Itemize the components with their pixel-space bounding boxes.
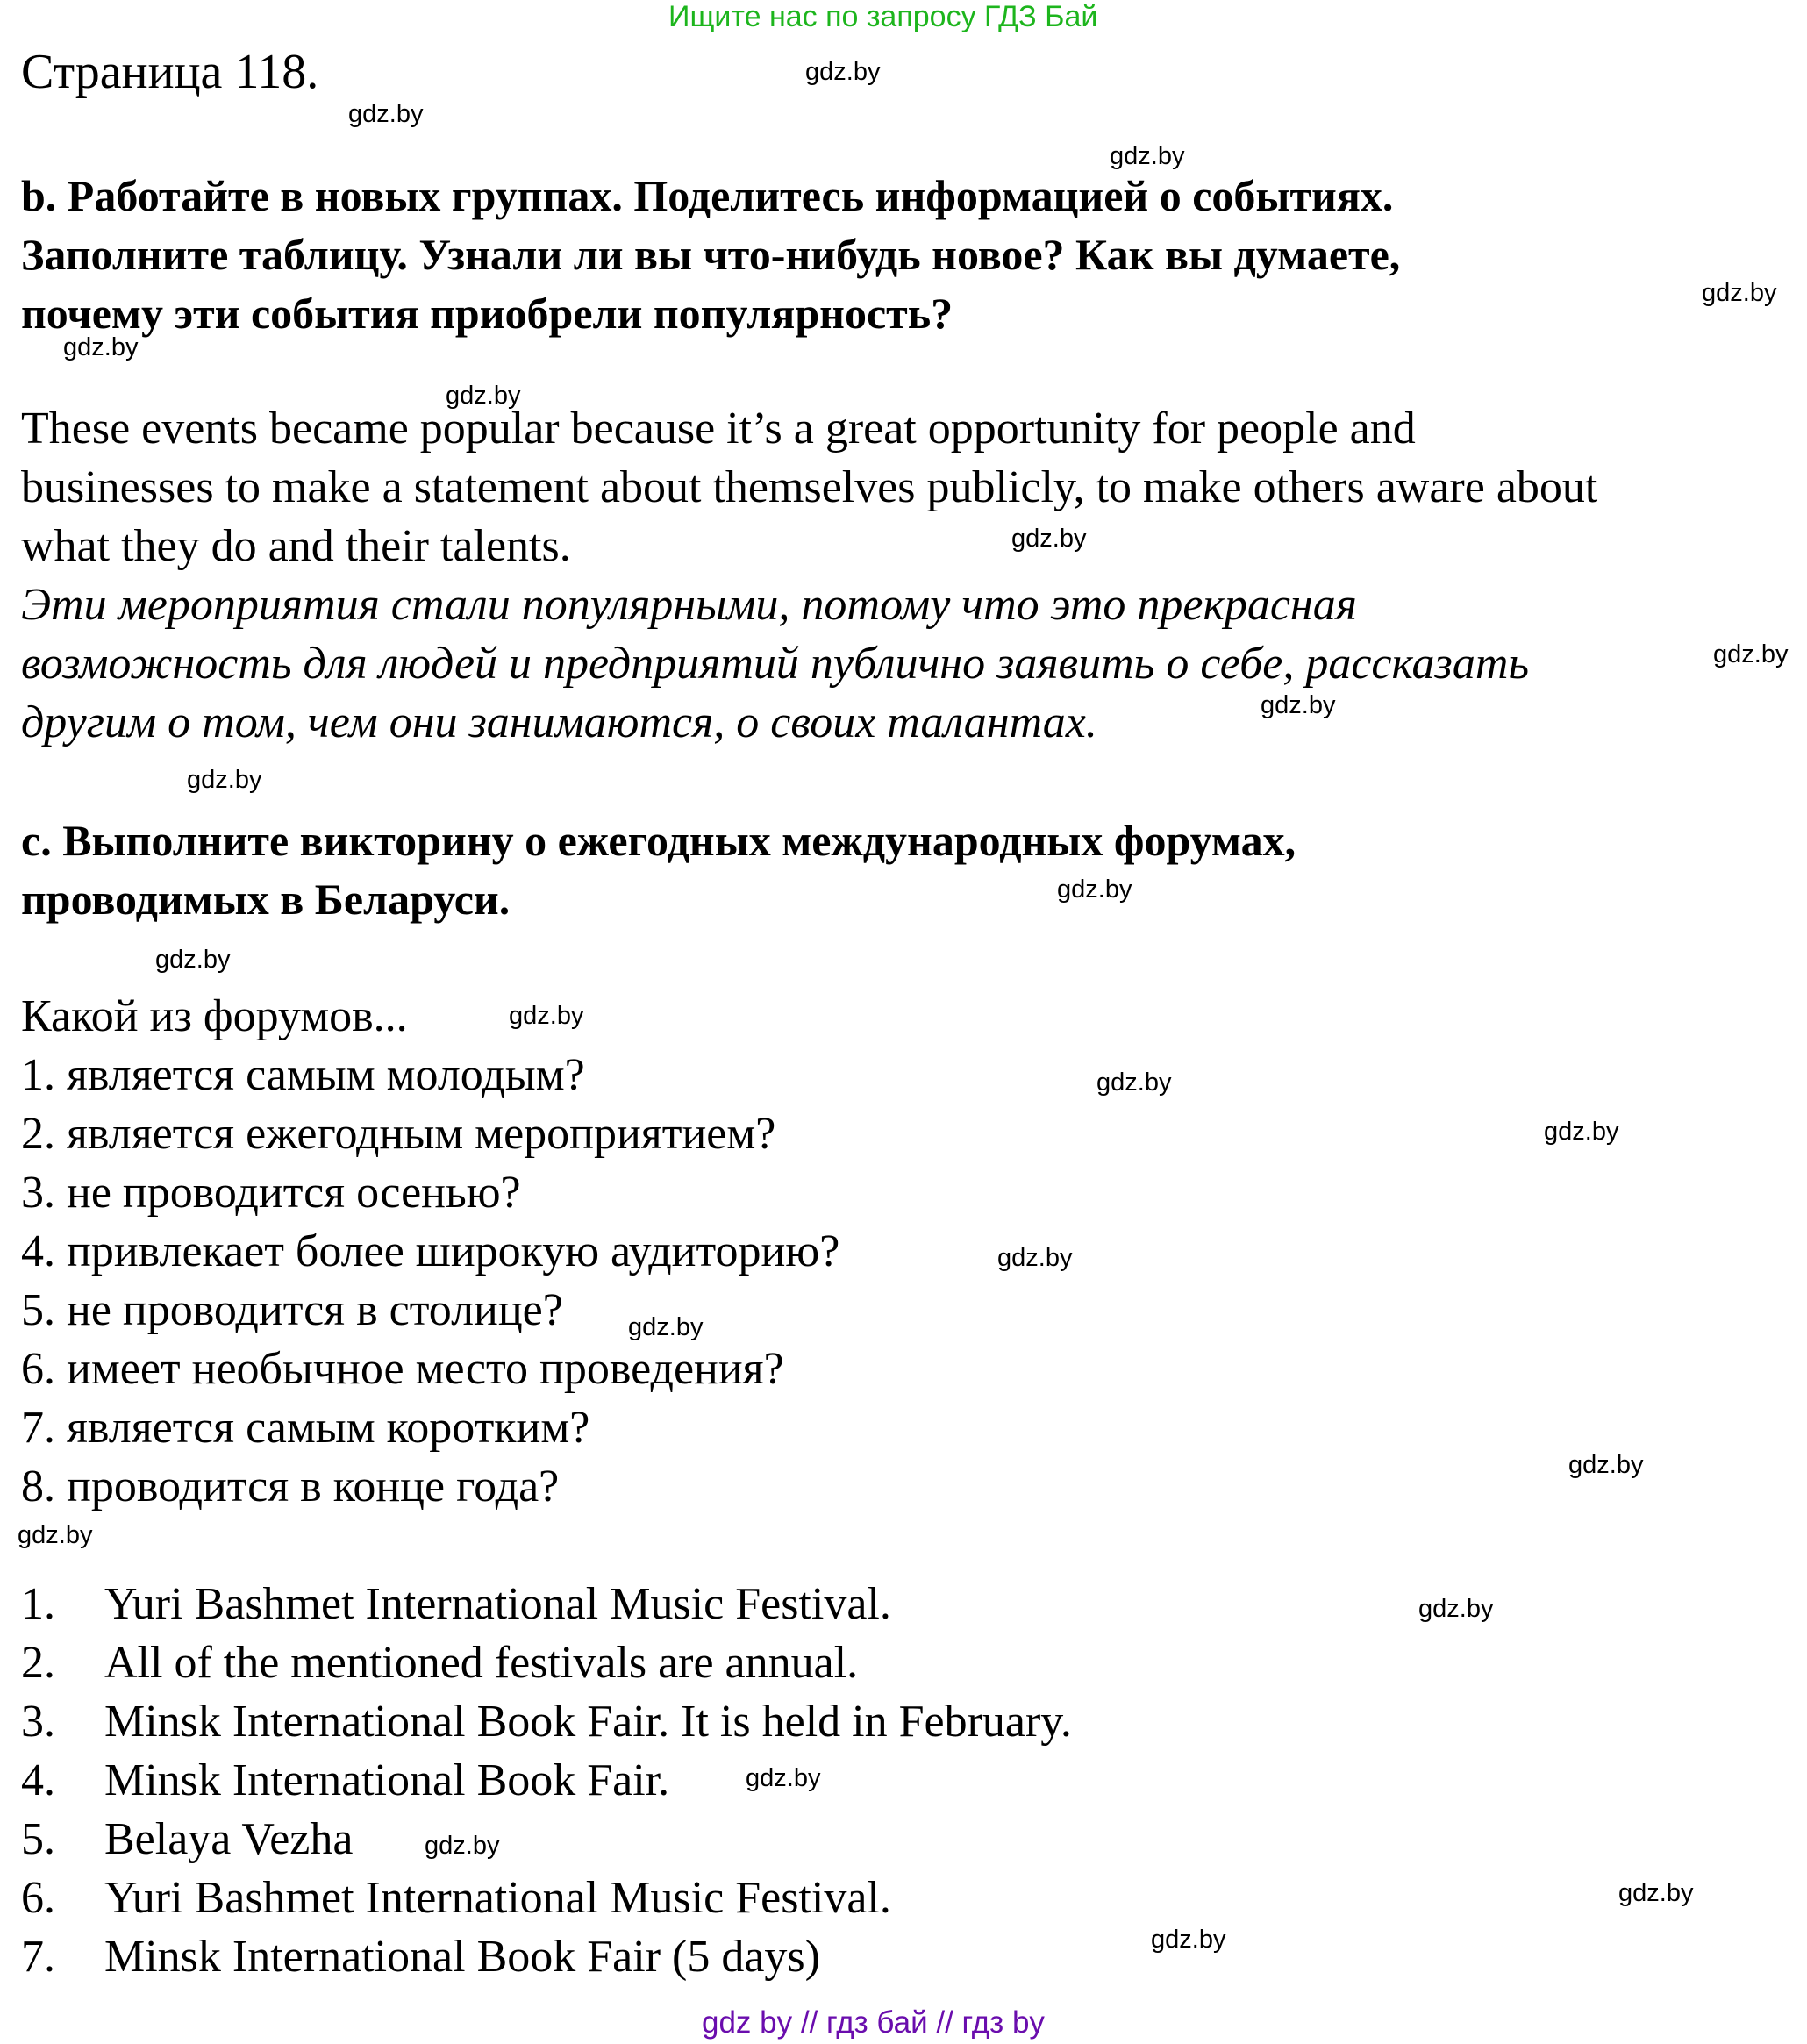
watermark: gdz.by xyxy=(997,1244,1073,1272)
quiz-question: 6. имеет необычное место проведения? xyxy=(21,1344,784,1394)
watermark: gdz.by xyxy=(628,1313,704,1341)
watermark: gdz.by xyxy=(425,1832,500,1860)
watermark: gdz.by xyxy=(446,382,521,410)
section-b-heading-line-3: почему эти события приобрели популярность? xyxy=(21,289,953,338)
answer-number: 1. xyxy=(21,1579,55,1629)
english-answer-line-1: These events became popular because it’s a great opportunity for people and xyxy=(21,404,1416,454)
quiz-question: 2. является ежегодным мероприятием? xyxy=(21,1109,776,1159)
answer-number: 4. xyxy=(21,1755,55,1805)
quiz-question: 7. является самым коротким? xyxy=(21,1403,590,1453)
watermark: gdz.by xyxy=(1011,525,1087,553)
watermark: gdz.by xyxy=(155,946,231,974)
answer-text: Yuri Bashmet International Music Festival. xyxy=(104,1873,891,1923)
answer-text: Minsk International Book Fair. It is held in February. xyxy=(104,1697,1072,1747)
watermark: gdz.by xyxy=(1568,1451,1644,1479)
answer-number: 3. xyxy=(21,1697,55,1747)
quiz-intro: Какой из форумов... xyxy=(21,991,408,1041)
answer-text: Yuri Bashmet International Music Festival. xyxy=(104,1579,891,1629)
watermark: gdz.by xyxy=(1618,1879,1694,1907)
russian-translation-line-1: Эти мероприятия стали популярными, потому что это прекрасная xyxy=(21,580,1357,630)
watermark: gdz.by xyxy=(63,333,139,361)
watermark: gdz.by xyxy=(1702,279,1777,307)
quiz-question: 1. является самым молодым? xyxy=(21,1050,585,1100)
answer-number: 5. xyxy=(21,1814,55,1864)
section-c-heading-line-1: c. Выполните викторину о ежегодных международных форумах, xyxy=(21,816,1296,865)
answer-text: All of the mentioned festivals are annual. xyxy=(104,1638,859,1688)
watermark: gdz.by xyxy=(1713,640,1789,668)
english-answer-line-3: what they do and their talents. xyxy=(21,521,571,571)
answer-number: 6. xyxy=(21,1873,55,1923)
watermark: gdz.by xyxy=(509,1002,584,1030)
answer-text: Minsk International Book Fair (5 days) xyxy=(104,1932,820,1982)
watermark: gdz.by xyxy=(746,1764,821,1792)
english-answer-line-2: businesses to make a statement about themselves publicly, to make others aware about xyxy=(21,462,1598,512)
watermark: gdz.by xyxy=(1418,1595,1494,1623)
footer-links: gdz by // гдз бай // гдз by xyxy=(702,2005,1045,2040)
answer-number: 2. xyxy=(21,1638,55,1688)
section-c-heading-line-2: проводимых в Беларуси. xyxy=(21,875,511,924)
answer-text: Belaya Vezha xyxy=(104,1814,354,1864)
watermark: gdz.by xyxy=(805,58,881,86)
quiz-question: 5. не проводится в столице? xyxy=(21,1285,563,1335)
watermark: gdz.by xyxy=(187,766,262,794)
watermark: gdz.by xyxy=(1057,875,1132,904)
answer-number: 7. xyxy=(21,1932,55,1982)
section-b-heading-line-1: b. Работайте в новых группах. Поделитесь информацией о событиях. xyxy=(21,171,1394,220)
watermark: gdz.by xyxy=(1151,1926,1226,1954)
watermark: gdz.by xyxy=(1110,142,1185,170)
watermark: gdz.by xyxy=(18,1521,93,1549)
watermark: gdz.by xyxy=(1261,691,1336,719)
russian-translation-line-3: другим о том, чем они занимаются, о своих талантах. xyxy=(21,697,1097,747)
quiz-question: 4. привлекает более широкую аудиторию? xyxy=(21,1226,840,1276)
quiz-question: 3. не проводится осенью? xyxy=(21,1168,521,1218)
top-banner: Ищите нас по запросу ГДЗ Бай xyxy=(668,0,1098,33)
russian-translation-line-2: возможность для людей и предприятий публично заявить о себе, рассказать xyxy=(21,639,1530,689)
page-title: Страница 118. xyxy=(21,45,319,99)
section-b-heading-line-2: Заполните таблицу. Узнали ли вы что-нибудь новое? Как вы думаете, xyxy=(21,230,1401,279)
watermark: gdz.by xyxy=(1096,1068,1172,1097)
quiz-question: 8. проводится в конце года? xyxy=(21,1462,560,1512)
watermark: gdz.by xyxy=(1544,1118,1619,1146)
watermark: gdz.by xyxy=(348,100,424,128)
answer-text: Minsk International Book Fair. xyxy=(104,1755,670,1805)
